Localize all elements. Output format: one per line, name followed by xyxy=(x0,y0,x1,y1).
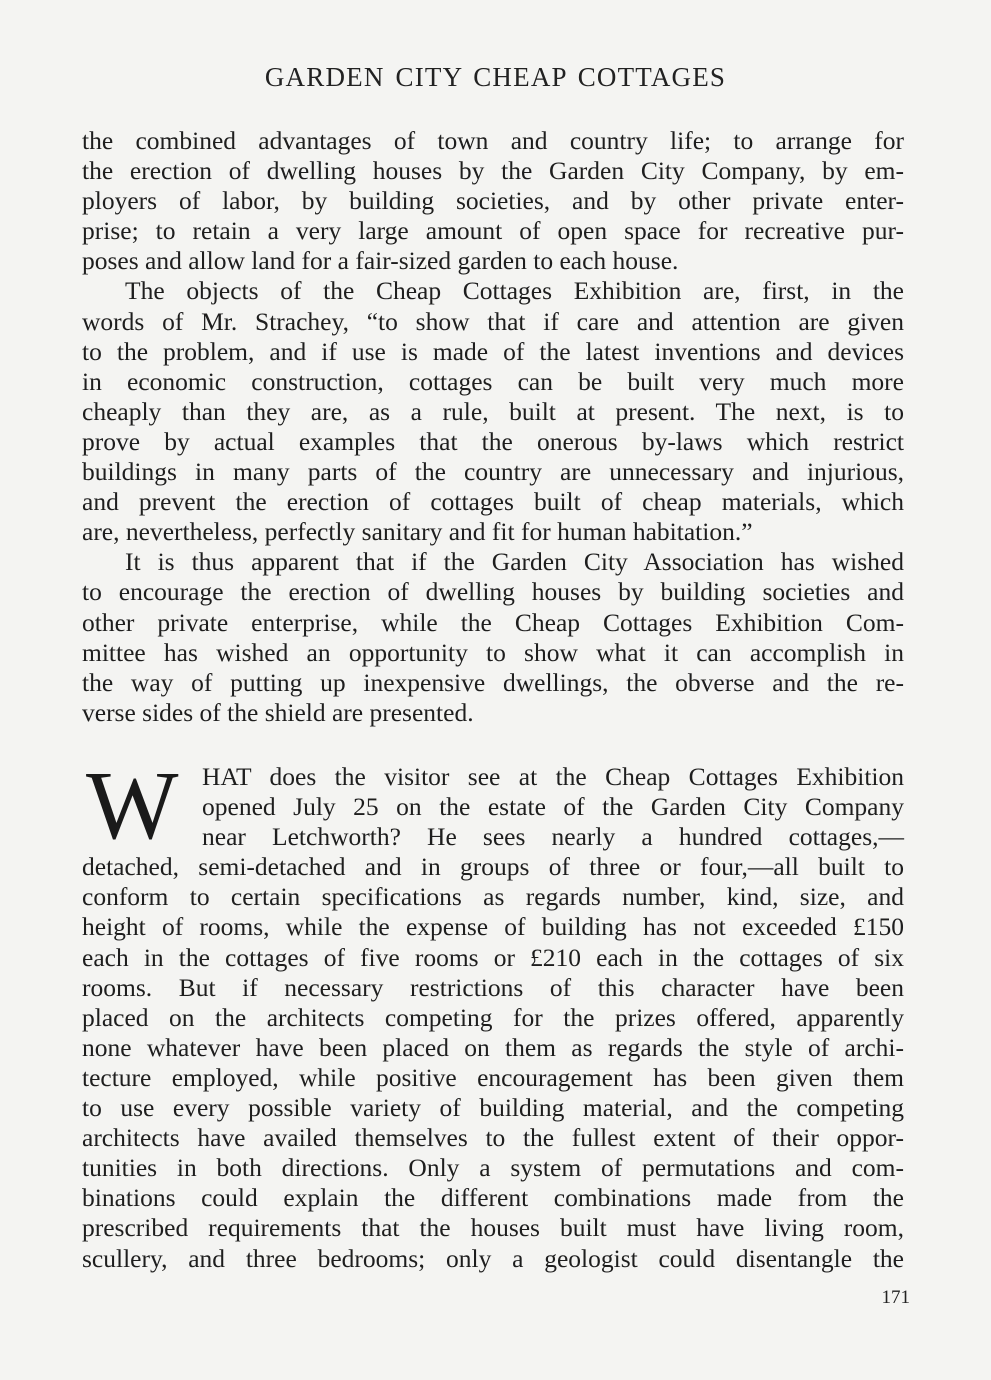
text-line: the erection of dwelling houses by the Garden City Company, by em- xyxy=(82,156,904,186)
text-line: prise; to retain a very large amount of open space for recreative pur- xyxy=(82,216,904,246)
text-line: prescribed requirements that the houses built must have living room, xyxy=(82,1213,904,1243)
text-line: in economic construction, cottages can be built very much more xyxy=(82,366,904,396)
text-line: binations could explain the different combinations made from the xyxy=(82,1183,904,1213)
text-line: detached, semi-detached and in groups of three or four,—all built to xyxy=(82,852,904,882)
text-line: tunities in both directions. Only a system of permutations and com- xyxy=(82,1153,904,1183)
text-line: to the problem, and if use is made of the latest inventions and devices xyxy=(82,336,904,366)
text-line: HAT does the visitor see at the Cheap Cottages Exhibition xyxy=(202,762,904,791)
text-line: height of rooms, while the expense of building has not exceeded £150 xyxy=(82,912,904,942)
text-line: each in the cottages of five rooms or £210 each in the cottages of six xyxy=(82,942,904,972)
text-line: tecture employed, while positive encouragement has been given them xyxy=(82,1062,904,1092)
text-line: to use every possible variety of building material, and the competing xyxy=(82,1093,904,1123)
text-line: and prevent the erection of cottages built of cheap materials, which xyxy=(82,487,904,517)
paragraph-first-line: It is thus apparent that if the Garden City Association has wished xyxy=(125,547,904,577)
text-line: architects have availed themselves to the fullest extent of their oppor- xyxy=(82,1123,904,1153)
text-line: words of Mr. Strachey, “to show that if care and attention are given xyxy=(82,306,904,336)
text-line: near Letchworth? He sees nearly a hundred cottages,— xyxy=(202,822,904,852)
text-line: are, nevertheless, perfectly sanitary and fit for human habitation.” xyxy=(82,517,753,547)
body-text-block-2 xyxy=(82,752,904,1274)
page-number: 171 xyxy=(881,1287,910,1308)
text-line: rooms. But if necessary restrictions of this character have been xyxy=(82,972,904,1002)
text-line: buildings in many parts of the country are unnecessary and injurious, xyxy=(82,457,904,487)
text-line: the way of putting up inexpensive dwellings, the obverse and the re- xyxy=(82,667,904,697)
paragraph-first-line: The objects of the Cheap Cottages Exhibition are, first, in the xyxy=(125,276,904,306)
drop-cap: W xyxy=(86,752,179,860)
text-line: prove by actual examples that the onerous by-laws which restrict xyxy=(82,426,904,456)
text-line: ployers of labor, by building societies, and by other private enter- xyxy=(82,186,904,216)
text-line: cheaply than they are, as a rule, built at present. The next, is to xyxy=(82,396,904,426)
text-line: opened July 25 on the estate of the Garden City Company xyxy=(202,792,904,822)
text-line: verse sides of the shield are presented. xyxy=(82,697,474,727)
body-text-block-1 xyxy=(82,126,904,728)
text-line: mittee has wished an opportunity to show what it can accomplish in xyxy=(82,637,904,667)
text-line: conform to certain specifications as regards number, kind, size, and xyxy=(82,882,904,912)
running-header: GARDEN CITY CHEAP COTTAGES xyxy=(264,62,727,92)
text-line: placed on the architects competing for the prizes offered, apparently xyxy=(82,1002,904,1032)
text-line: the combined advantages of town and country life; to arrange for xyxy=(82,126,904,155)
text-line: scullery, and three bedrooms; only a geologist could disentangle the xyxy=(82,1243,904,1273)
text-line: poses and allow land for a fair-sized garden to each house. xyxy=(82,246,679,276)
text-line: none whatever have been placed on them as regards the style of archi- xyxy=(82,1032,904,1062)
text-line: to encourage the erection of dwelling houses by building societies and xyxy=(82,577,904,607)
text-line: other private enterprise, while the Cheap Cottages Exhibition Com- xyxy=(82,607,904,637)
